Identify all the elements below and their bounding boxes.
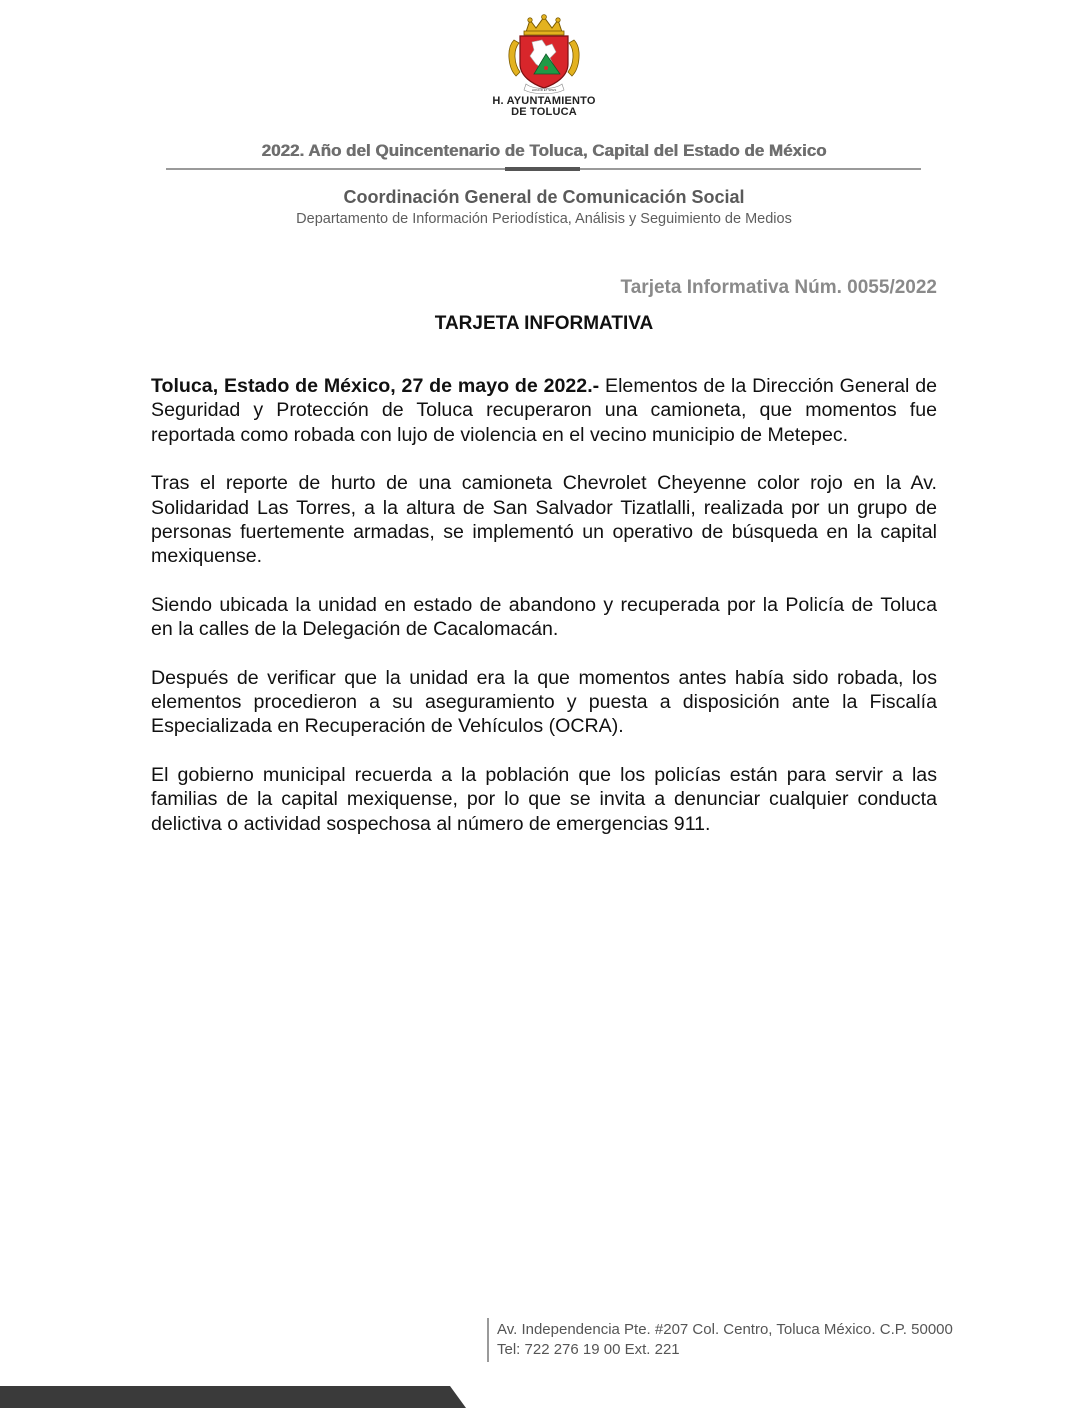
paragraph-1-text: Elementos de la Dirección General de Seguridad y Protección de Toluca recuperaron una camioneta, que momentos fue reportada como robada con lujo de violencia en el vecino municipio de Metepec. bbox=[151, 375, 937, 446]
paragraph-2: Tras el reporte de hurto de una camioneta Chevrolet Cheyenne color rojo en la Av. Solidaridad Las Torres, a la altura de San Salvador Tizatlalli, realizada por un grupo de personas fuertemente armadas, se implementó un operativo de búsqueda en la capital mexiquense. bbox=[151, 472, 937, 568]
organization-name bbox=[470, 96, 618, 118]
bottom-decorative-band bbox=[0, 1386, 1088, 1408]
organization-name-line2: DE TOLUCA bbox=[511, 106, 577, 118]
coat-of-arms-graphic bbox=[500, 14, 588, 96]
footer-phone: Tel: 722 276 19 00 Ext. 221 bbox=[497, 1341, 680, 1358]
coordination-title: Coordinación General de Comunicación Social bbox=[343, 187, 745, 207]
document-body bbox=[151, 374, 937, 860]
year-motto: 2022. Año del Quincentenario de Toluca, Capital del Estado de México bbox=[261, 141, 827, 160]
document-title: TARJETA INFORMATIVA bbox=[434, 313, 654, 334]
dateline: Toluca, Estado de México, 27 de mayo de 2022.- bbox=[151, 375, 600, 397]
card-number: Tarjeta Informativa Núm. 0055/2022 bbox=[620, 277, 937, 298]
paragraph-1 bbox=[151, 374, 937, 447]
department-title: Departamento de Información Periodística, Análisis y Seguimiento de Medios bbox=[296, 211, 792, 227]
footer-divider bbox=[487, 1318, 489, 1362]
footer-address: Av. Independencia Pte. #207 Col. Centro, Toluca México. C.P. 50000 bbox=[497, 1321, 953, 1338]
paragraph-3: Siendo ubicada la unidad en estado de abandono y recuperada por la Policía de Toluca en la calles de la Delegación de Cacalomacán. bbox=[151, 593, 937, 641]
svg-text:HONOR ET SPES: HONOR ET SPES bbox=[531, 88, 557, 92]
paragraph-4: Después de verificar que la unidad era la que momentos antes había sido robada, los elementos procedieron a su aseguramiento y puesta a disposición ante la Fiscalía Especializada en Recuperación de Vehículos (OCRA). bbox=[151, 666, 937, 738]
organization-name-line1: H. AYUNTAMIENTO bbox=[492, 95, 596, 107]
header-divider-accent bbox=[505, 167, 580, 171]
paragraph-5: El gobierno municipal recuerda a la población que los policías están para servir a las familias de la capital mexiquense, por lo que se invita a denunciar cualquier conducta delictiva o actividad sospechosa al número de emergencias 911. bbox=[151, 763, 937, 835]
coat-of-arms-icon bbox=[500, 14, 588, 96]
